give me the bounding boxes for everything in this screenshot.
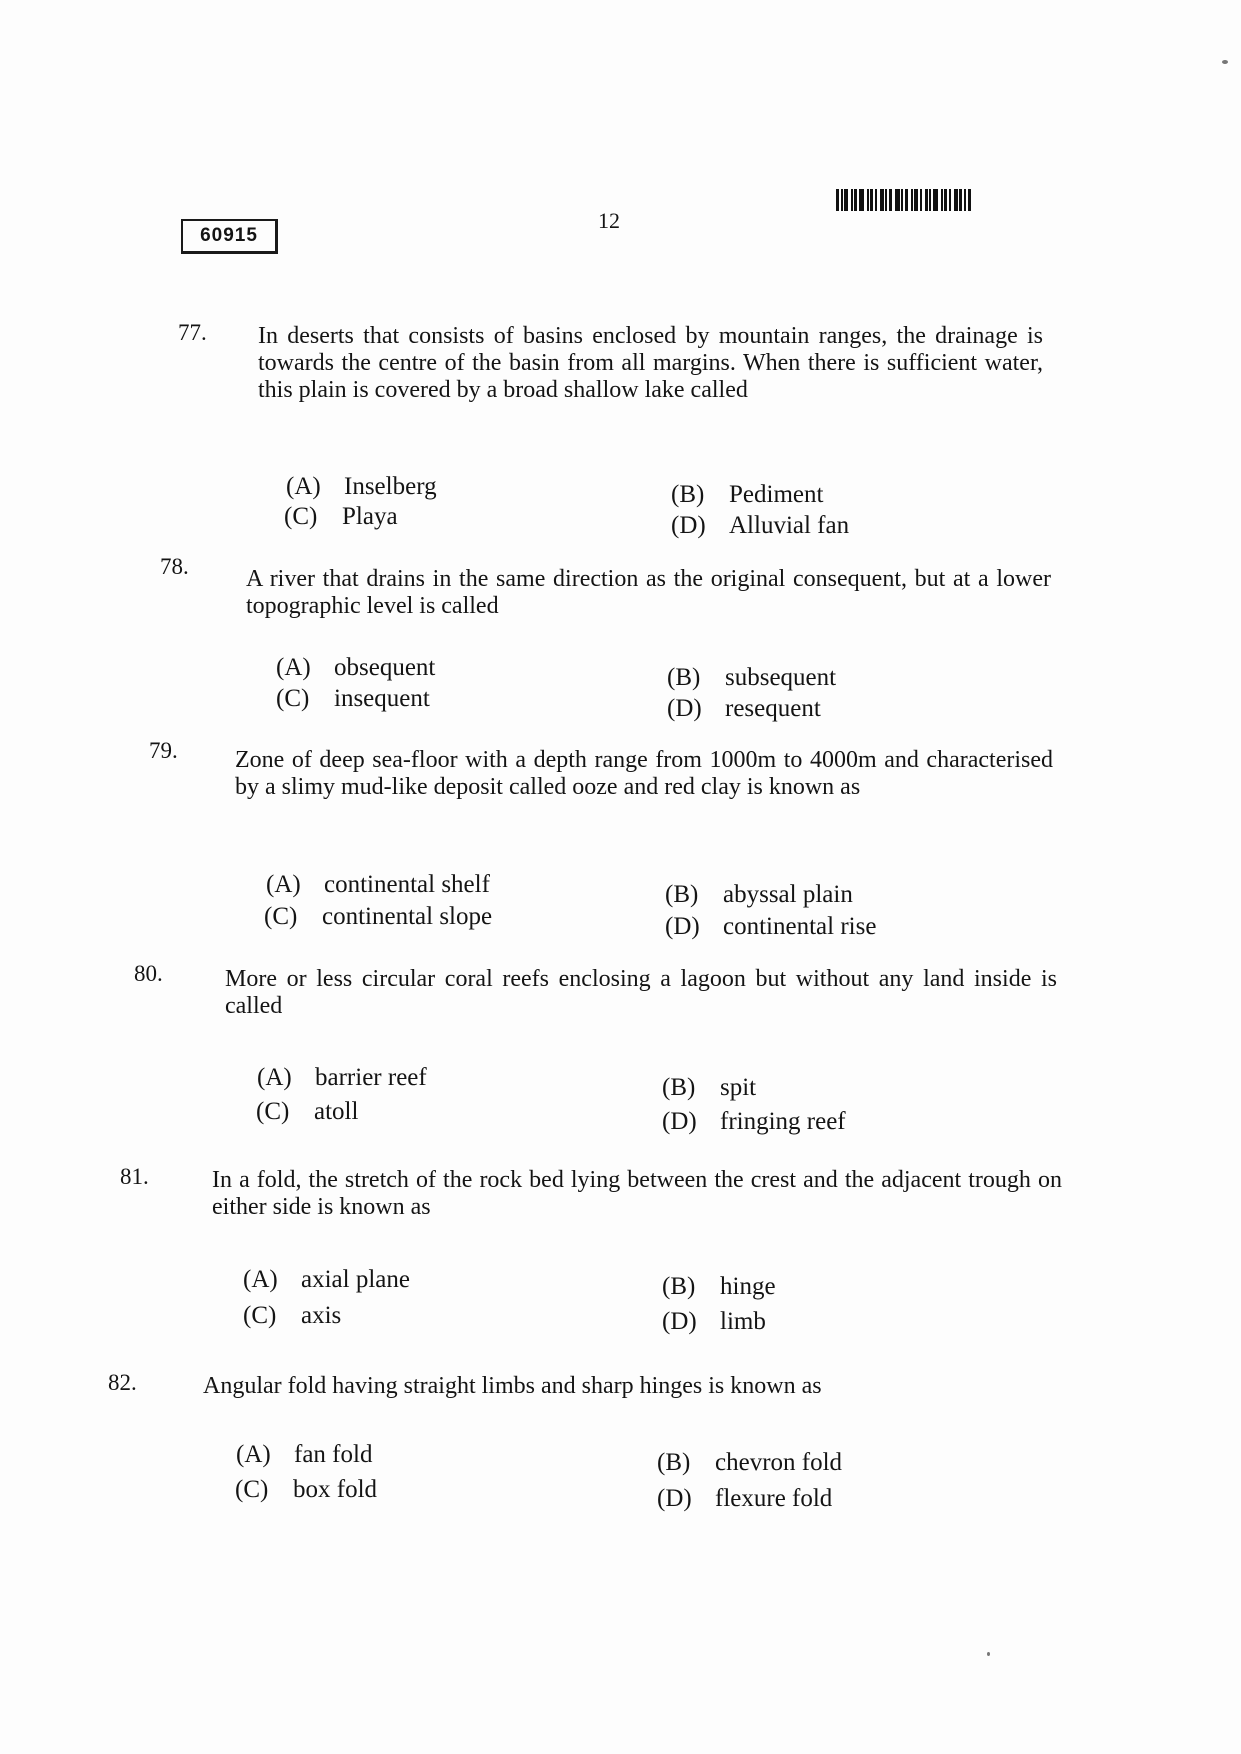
option-d [671,512,849,540]
option-d [665,913,876,941]
option-b [657,1449,842,1477]
option-c [264,903,492,931]
option-text: axis [301,1302,342,1329]
option-text: continental shelf [324,871,490,898]
question-text: Zone of deep sea-floor with a depth range from 1000m to 4000m and characterised by a slimy mud-like deposit called ooze and red clay is known as [235,747,1053,800]
option-letter: (D) [671,512,706,539]
barcode-icon [836,189,1001,211]
option-c [284,503,398,531]
option-text: flexure fold [715,1485,833,1512]
option-letter: (C) [276,685,310,712]
option-b [671,481,823,509]
paper-code-box: 60915 [181,219,278,254]
option-letter: (A) [286,473,321,500]
question-number: 78. [160,554,189,579]
option-text: insequent [334,685,430,712]
question-text: In a fold, the stretch of the rock bed lying between the crest and the adjacent trough on either side is known as [212,1167,1062,1220]
option-d [657,1485,832,1513]
option-text: barrier reef [315,1064,427,1091]
question-text: More or less circular coral reefs enclosing a lagoon but without any land inside is called [225,966,1057,1019]
option-a [266,871,490,899]
option-d [662,1308,766,1336]
question-text: In deserts that consists of basins enclosed by mountain ranges, the drainage is towards the centre of the basin from all margins. When there is sufficient water, this plain is covered by a broad shallow lake called [258,323,1043,403]
option-b [662,1074,756,1102]
option-text: box fold [293,1476,378,1503]
option-text: continental rise [723,913,877,940]
option-text: Pediment [729,481,824,508]
option-a [236,1441,372,1469]
option-letter: (B) [665,881,699,908]
option-text: subsequent [725,664,837,691]
option-letter: (A) [276,654,311,681]
option-text: obsequent [334,654,436,681]
option-a [276,654,435,682]
option-c [256,1098,358,1126]
scan-speck [987,1652,990,1656]
option-letter: (C) [264,903,298,930]
option-letter: (A) [236,1441,271,1468]
option-a [286,473,437,501]
option-text: continental slope [322,903,493,930]
option-text: Alluvial fan [729,512,850,539]
option-letter: (C) [284,503,318,530]
option-letter: (D) [662,1308,697,1335]
option-letter: (B) [667,664,701,691]
option-letter: (A) [266,871,301,898]
option-letter: (B) [662,1273,696,1300]
option-text: chevron fold [715,1449,843,1476]
question-number: 81. [120,1164,149,1189]
question-number: 82. [108,1370,137,1395]
option-a [257,1064,427,1092]
option-letter: (C) [256,1098,290,1125]
option-b [662,1273,776,1301]
option-letter: (B) [662,1074,696,1101]
page-number: 12 [598,208,620,233]
question-text: Angular fold having straight limbs and sharp hinges is known as [203,1373,822,1399]
option-d [667,695,821,723]
option-letter: (C) [235,1476,269,1503]
option-text: Playa [342,503,398,530]
option-b [665,881,853,909]
question-text: A river that drains in the same direction as the original consequent, but at a lower topographic level is called [246,566,1051,619]
option-text: abyssal plain [723,881,853,908]
option-text: resequent [725,695,821,722]
option-c [235,1476,377,1504]
option-letter: (A) [257,1064,292,1091]
option-letter: (D) [667,695,702,722]
option-letter: (D) [665,913,700,940]
option-text: fringing reef [720,1108,846,1135]
option-letter: (B) [657,1449,691,1476]
option-letter: (B) [671,481,705,508]
option-letter: (D) [657,1485,692,1512]
option-a [243,1266,410,1294]
option-letter: (D) [662,1108,697,1135]
option-d [662,1108,846,1136]
option-text: fan fold [294,1441,373,1468]
option-letter: (A) [243,1266,278,1293]
question-number: 79. [149,738,178,763]
option-text: atoll [314,1098,359,1125]
option-text: axial plane [301,1266,410,1293]
scan-speck [1222,60,1228,64]
option-text: Inselberg [344,473,437,500]
option-text: spit [720,1074,757,1101]
option-c [243,1302,341,1330]
option-text: hinge [720,1273,776,1300]
option-b [667,664,836,692]
option-text: limb [720,1308,766,1335]
option-letter: (C) [243,1302,277,1329]
question-number: 77. [178,320,207,345]
question-number: 80. [134,961,163,986]
option-c [276,685,430,713]
